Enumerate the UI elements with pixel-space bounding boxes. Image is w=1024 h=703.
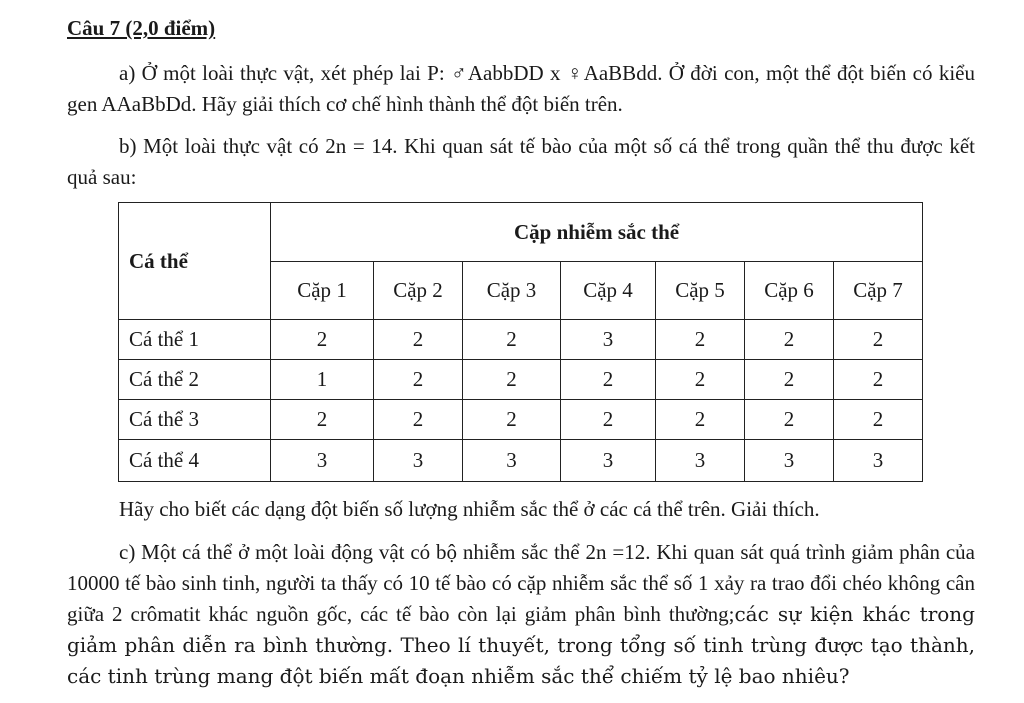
group-header-cell: Cặp nhiễm sắc thể <box>271 203 923 262</box>
table-cell: 2 <box>271 400 374 440</box>
table-row <box>119 400 923 440</box>
table-cell: 2 <box>656 360 745 400</box>
column-header: Cặp 3 <box>463 262 561 320</box>
table-cell: 3 <box>745 440 834 482</box>
table-row <box>119 320 923 360</box>
table-cell: 2 <box>656 320 745 360</box>
table-cell: 2 <box>745 320 834 360</box>
table-cell: 2 <box>463 360 561 400</box>
table-row <box>119 360 923 400</box>
column-header: Cặp 2 <box>374 262 463 320</box>
table-cell: 2 <box>745 360 834 400</box>
row-label: Cá thể 2 <box>119 360 271 400</box>
table-cell: 2 <box>561 360 656 400</box>
table-cell: 2 <box>656 400 745 440</box>
table-cell: 3 <box>561 440 656 482</box>
table-cell: 2 <box>834 360 923 400</box>
row-label: Cá thể 1 <box>119 320 271 360</box>
table-cell: 3 <box>834 440 923 482</box>
row-label: Cá thể 4 <box>119 440 271 482</box>
table-cell: 1 <box>271 360 374 400</box>
question-heading: Câu 7 (2,0 điểm) <box>67 16 216 40</box>
table-cell: 3 <box>374 440 463 482</box>
table-cell: 2 <box>374 400 463 440</box>
part-c-lead: c) Một cá thể ở một loài động vật có bộ nhiễm sắc thể 2n =12. Khi quan sát quá trình giảm phân của 10000 tế bào sinh tinh, người ta thấy có 10 tế bào có cặp nhiễm sắc thể số 1 xảy ra trao đổi chéo không cân giữa 2 crômatit khác nguồn gốc, các tế bào còn lại giảm phân bình thường; <box>67 540 975 626</box>
table-row <box>119 440 923 482</box>
part-b-text: b) Một loài thực vật có 2n = 14. Khi quan sát tế bào của một số cá thể trong quần thể thu được kết quả sau: <box>67 134 975 189</box>
column-header: Cặp 5 <box>656 262 745 320</box>
table-cell: 2 <box>834 320 923 360</box>
part-c-rest: các sự kiện khác trong giảm phân diễn ra bình thường. Theo lí thuyết, trong tổng số tinh trùng được tạo thành, các tinh trùng mang đột biến mất đoạn nhiễm sắc thể chiếm tỷ lệ bao nhiêu? <box>67 602 975 688</box>
column-header: Cặp 6 <box>745 262 834 320</box>
table-cell: 2 <box>374 320 463 360</box>
part-c-text <box>67 537 975 692</box>
table-cell: 3 <box>561 320 656 360</box>
table-cell: 2 <box>561 400 656 440</box>
table-cell: 3 <box>656 440 745 482</box>
part-b-question: Hãy cho biết các dạng đột biến số lượng nhiễm sắc thể ở các cá thể trên. Giải thích. <box>119 497 820 521</box>
column-header: Cặp 4 <box>561 262 656 320</box>
table-cell: 2 <box>271 320 374 360</box>
table-cell: 2 <box>463 320 561 360</box>
table-cell: 2 <box>463 400 561 440</box>
row-label: Cá thể 3 <box>119 400 271 440</box>
table-cell: 2 <box>834 400 923 440</box>
column-header: Cặp 7 <box>834 262 923 320</box>
part-a-text: a) Ở một loài thực vật, xét phép lai P: ♂AabbDD x ♀AaBBdd. Ở đời con, một thể đột biến có kiểu gen AAaBbDd. Hãy giải thích cơ chế hình thành thể đột biến trên. <box>67 61 975 116</box>
table-cell: 2 <box>374 360 463 400</box>
table-cell: 2 <box>745 400 834 440</box>
column-header: Cặp 1 <box>271 262 374 320</box>
table-cell: 3 <box>463 440 561 482</box>
row-header-cell: Cá thể <box>119 203 271 320</box>
table-cell: 3 <box>271 440 374 482</box>
chromosome-table <box>118 202 923 482</box>
